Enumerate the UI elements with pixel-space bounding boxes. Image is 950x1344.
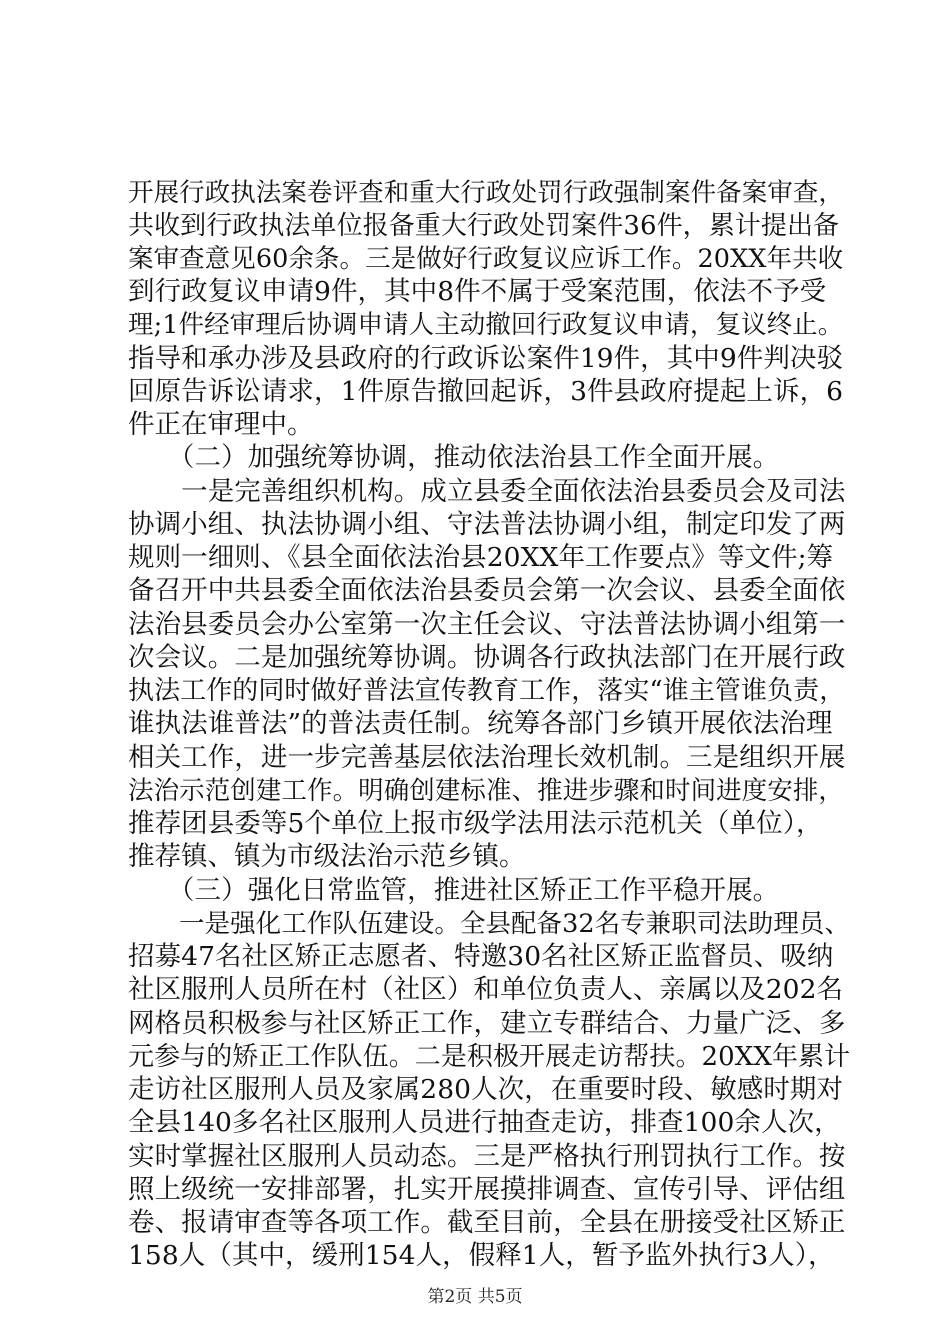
text-line: 理;1件经审理后协调申请人主动撤回行政复议申请，复议终止。 xyxy=(128,310,844,340)
text-line: 协调小组、执法协调小组、守法普法协调小组，制定印发了两 xyxy=(128,509,846,540)
text-line: 推荐团县委等5个单位上报市级学法用法示范机关（单位）， xyxy=(128,808,823,839)
text-line: 社区服刑人员所在村（社区）和单位负责人、亲属以及202名 xyxy=(128,974,844,1005)
text-line: 实时掌握社区服刑人员动态。三是严格执行刑罚执行工作。按 xyxy=(128,1141,846,1172)
text-line: 共收到行政执法单位报备重大行政处罚案件36件，累计提出备 xyxy=(128,211,840,241)
text-line: 案审查意见60余条。三是做好行政复议应诉工作。20XX年共收 xyxy=(128,244,844,274)
text-line: 相关工作，进一步完善基层依法治理长效机制。三是组织开展 xyxy=(128,742,846,773)
text-line: 规则一细则、《县全面依法治县20XX年工作要点》等文件;筹 xyxy=(128,542,834,573)
section-heading: （二）加强统筹协调，推动依法治县工作全面开展。 xyxy=(128,442,780,473)
text-line: 谁执法谁普法”的普法责任制。统筹各部门乡镇开展依法治理 xyxy=(128,708,833,739)
text-line: 备召开中共县委全面依法治县委员会第一次会议、县委全面依 xyxy=(128,575,846,606)
text-line: 法治示范创建工作。明确创建标准、推进步骤和时间进度安排， xyxy=(128,776,845,806)
text-line: 次会议。二是加强统筹协调。协调各行政执法部门在开展行政 xyxy=(128,642,846,673)
text-line: 指导和承办涉及县政府的行政诉讼案件19件，其中9件判决驳 xyxy=(128,343,844,374)
text-line: 到行政复议申请9件，其中8件不属于受案范围，依法不予受 xyxy=(128,276,827,307)
text-line: 执法工作的同时做好普法宣传教育工作，落实“谁主管谁负责， xyxy=(128,676,846,706)
section-heading: （三）强化日常监管，推进社区矫正工作平稳开展。 xyxy=(128,875,780,906)
text-line: 全县140多名社区服刑人员进行抽查走访，排查100余人次， xyxy=(128,1107,841,1138)
text-line: 走访社区服刑人员及家属280人次，在重要时段、敏感时期对 xyxy=(128,1074,844,1105)
text-line: 卷、报请审查等各项工作。截至目前，全县在册接受社区矫正 xyxy=(128,1207,846,1238)
text-line: 158人（其中，缓刑154人，假释1人，暂予监外执行3人）， xyxy=(128,1240,835,1271)
text-line: 开展行政执法案卷评查和重大行政处罚行政强制案件备案审查， xyxy=(128,178,845,208)
text-line: 件正在审理中。 xyxy=(128,409,314,440)
text-line: 元参与的矫正工作队伍。二是积极开展走访帮扶。20XX年累计 xyxy=(128,1042,851,1072)
text-line: 推荐镇、镇为市级法治示范乡镇。 xyxy=(128,841,526,872)
text-line: 网格员积极参与社区矫正工作，建立专群结合、力量广泛、多 xyxy=(128,1008,846,1039)
text-line: 一是完善组织机构。成立县委全面依法治县委员会及司法 xyxy=(128,476,846,507)
text-line: 法治县委员会办公室第一次主任会议、守法普法协调小组第一 xyxy=(128,609,846,640)
text-line: 回原告诉讼请求，1件原告撤回起诉，3件县政府提起上诉，6 xyxy=(128,376,844,407)
page-footer: 第2页 共5页 xyxy=(427,1287,523,1307)
text-line: 一是强化工作队伍建设。全县配备32名专兼职司法助理员、 xyxy=(128,909,850,939)
text-line: 照上级统一安排部署，扎实开展摸排调查、宣传引导、评估组 xyxy=(128,1174,846,1205)
text-line: 招募47名社区矫正志愿者、特邀30名社区矫正监督员、吸纳 xyxy=(128,941,834,972)
